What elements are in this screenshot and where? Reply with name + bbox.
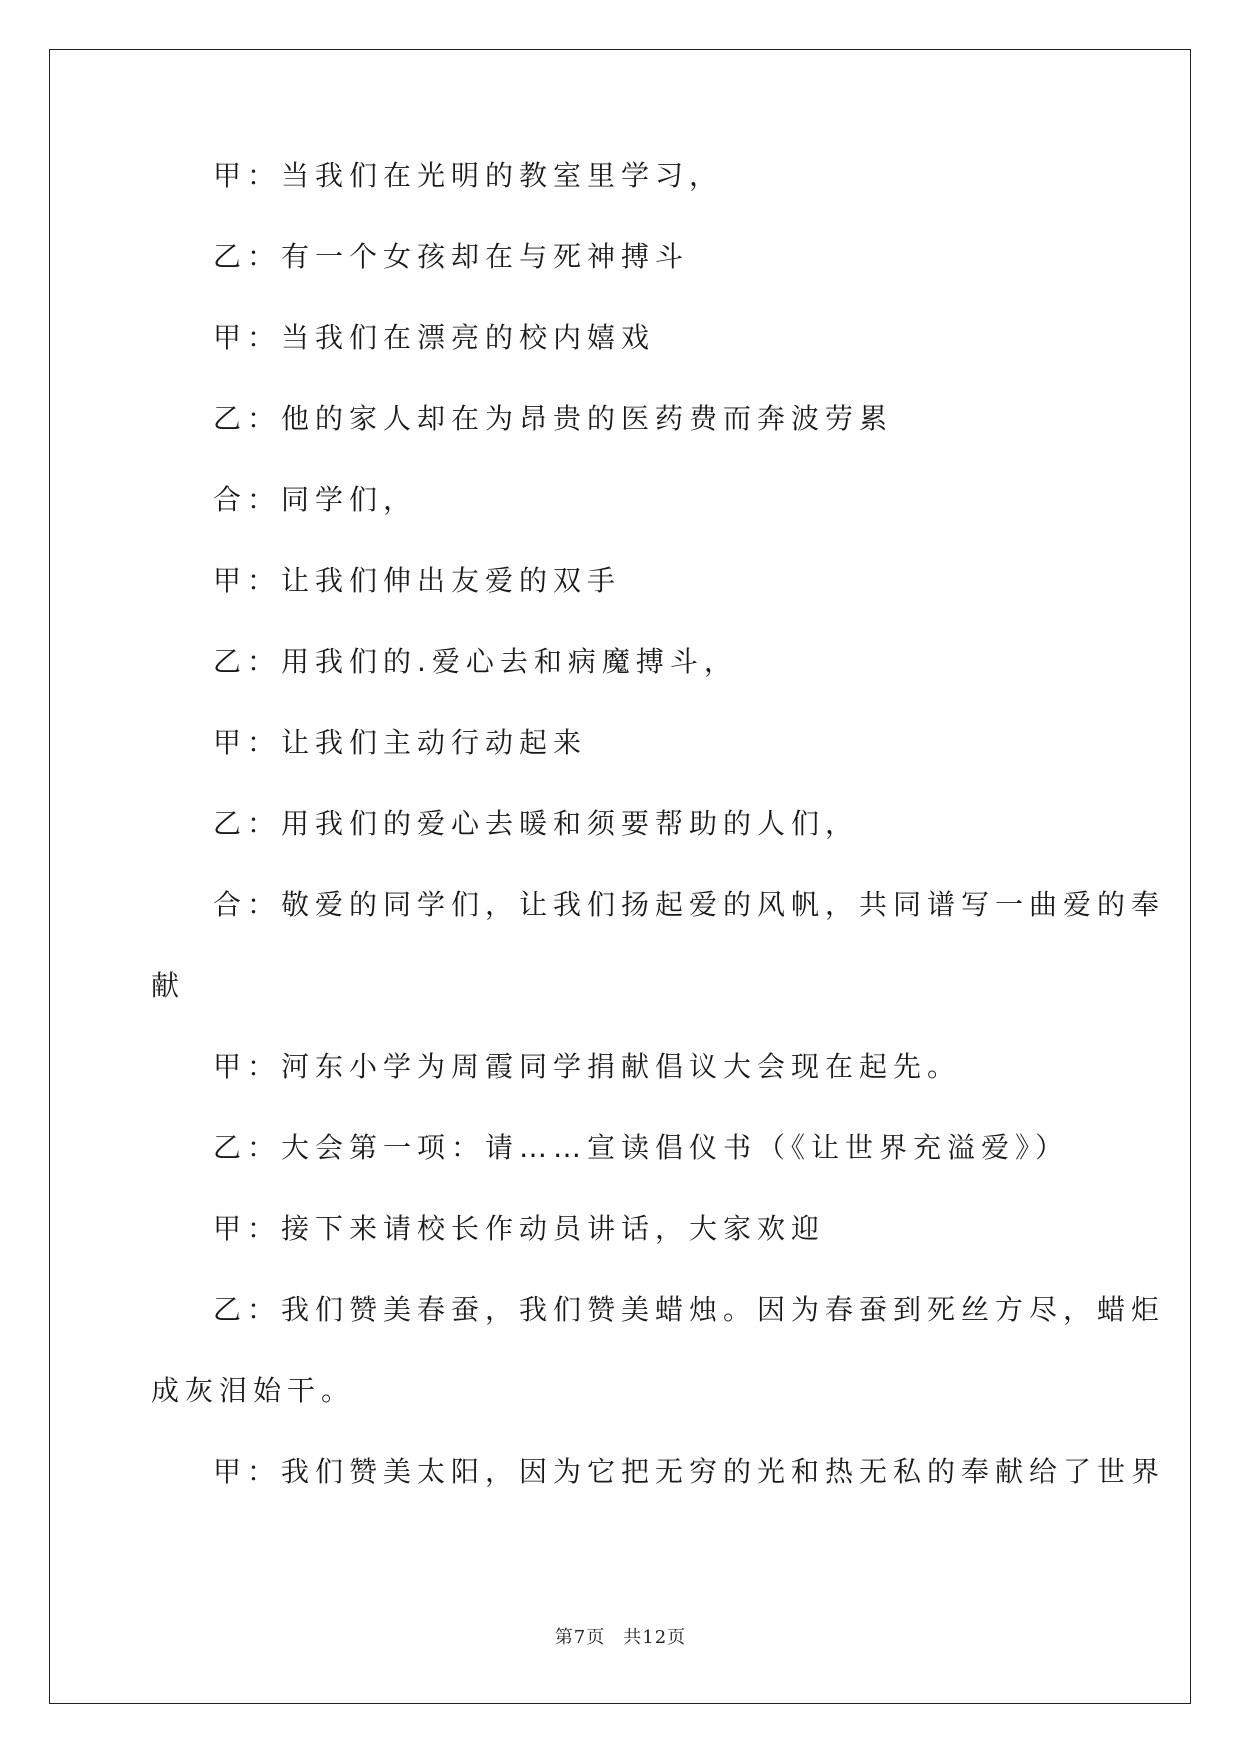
page-total: 共12页: [623, 1627, 687, 1648]
paragraph-line: 乙：他的家人却在为昂贵的医药费而奔波劳累: [213, 402, 894, 435]
paragraph-line: 甲：我们赞美太阳，因为它把无穷的光和热无私的奉献给了世界: [213, 1455, 1166, 1488]
paragraph-line: 甲：让我们主动行动起来: [213, 726, 588, 759]
paragraph-line: 甲：河东小学为周霞同学捐献倡议大会现在起先。: [213, 1050, 962, 1083]
paragraph-line: 成灰泪始干。: [151, 1374, 356, 1407]
paragraph: [151, 158, 1081, 194]
paragraph-line: 合：同学们，: [213, 483, 418, 516]
paragraph: [151, 1049, 1081, 1085]
paragraph: [151, 239, 1081, 275]
paragraph: [151, 725, 1081, 761]
paragraph: [151, 644, 1081, 680]
paragraph-line: 乙：用我们的爱心去暖和须要帮助的人们，: [213, 807, 860, 840]
paragraph: [151, 482, 1081, 518]
paragraph: [151, 1454, 1166, 1490]
paragraph-line: 甲：接下来请校长作动员讲话，大家欢迎: [213, 1212, 826, 1245]
paragraph: [151, 1130, 1081, 1166]
page-number: 第7页: [554, 1627, 606, 1648]
paragraph: [151, 1211, 1081, 1247]
paragraph-line: 甲：让我们伸出友爱的双手: [213, 564, 622, 597]
paragraph: [151, 401, 1081, 437]
paragraph-line: 献: [151, 969, 186, 1002]
paragraph-line: 乙：用我们的.爱心去和病魔搏斗，: [213, 645, 738, 678]
paragraph: [151, 320, 1081, 356]
paragraph-line: 合：敬爱的同学们，让我们扬起爱的风帆，共同谱写一曲爱的奉: [213, 888, 1166, 921]
paragraph-line: 乙：有一个女孩却在与死神搏斗: [213, 240, 690, 273]
paragraph: [151, 887, 1166, 1004]
paragraph-line: 甲：当我们在光明的教室里学习，: [213, 159, 724, 192]
paragraph-line: 甲：当我们在漂亮的校内嬉戏: [213, 321, 656, 354]
paragraph: [151, 806, 1081, 842]
paragraph-line: 乙：大会第一项：请……宣读倡仪书（《让世界充溢爱》）: [213, 1131, 1070, 1164]
paragraph: [151, 563, 1081, 599]
paragraph-line: 乙：我们赞美春蚕，我们赞美蜡烛。因为春蚕到死丝方尽，蜡炬: [213, 1293, 1166, 1326]
paragraph: [151, 1292, 1166, 1409]
page-footer: [0, 1623, 1241, 1649]
document-body: [151, 158, 1166, 1535]
